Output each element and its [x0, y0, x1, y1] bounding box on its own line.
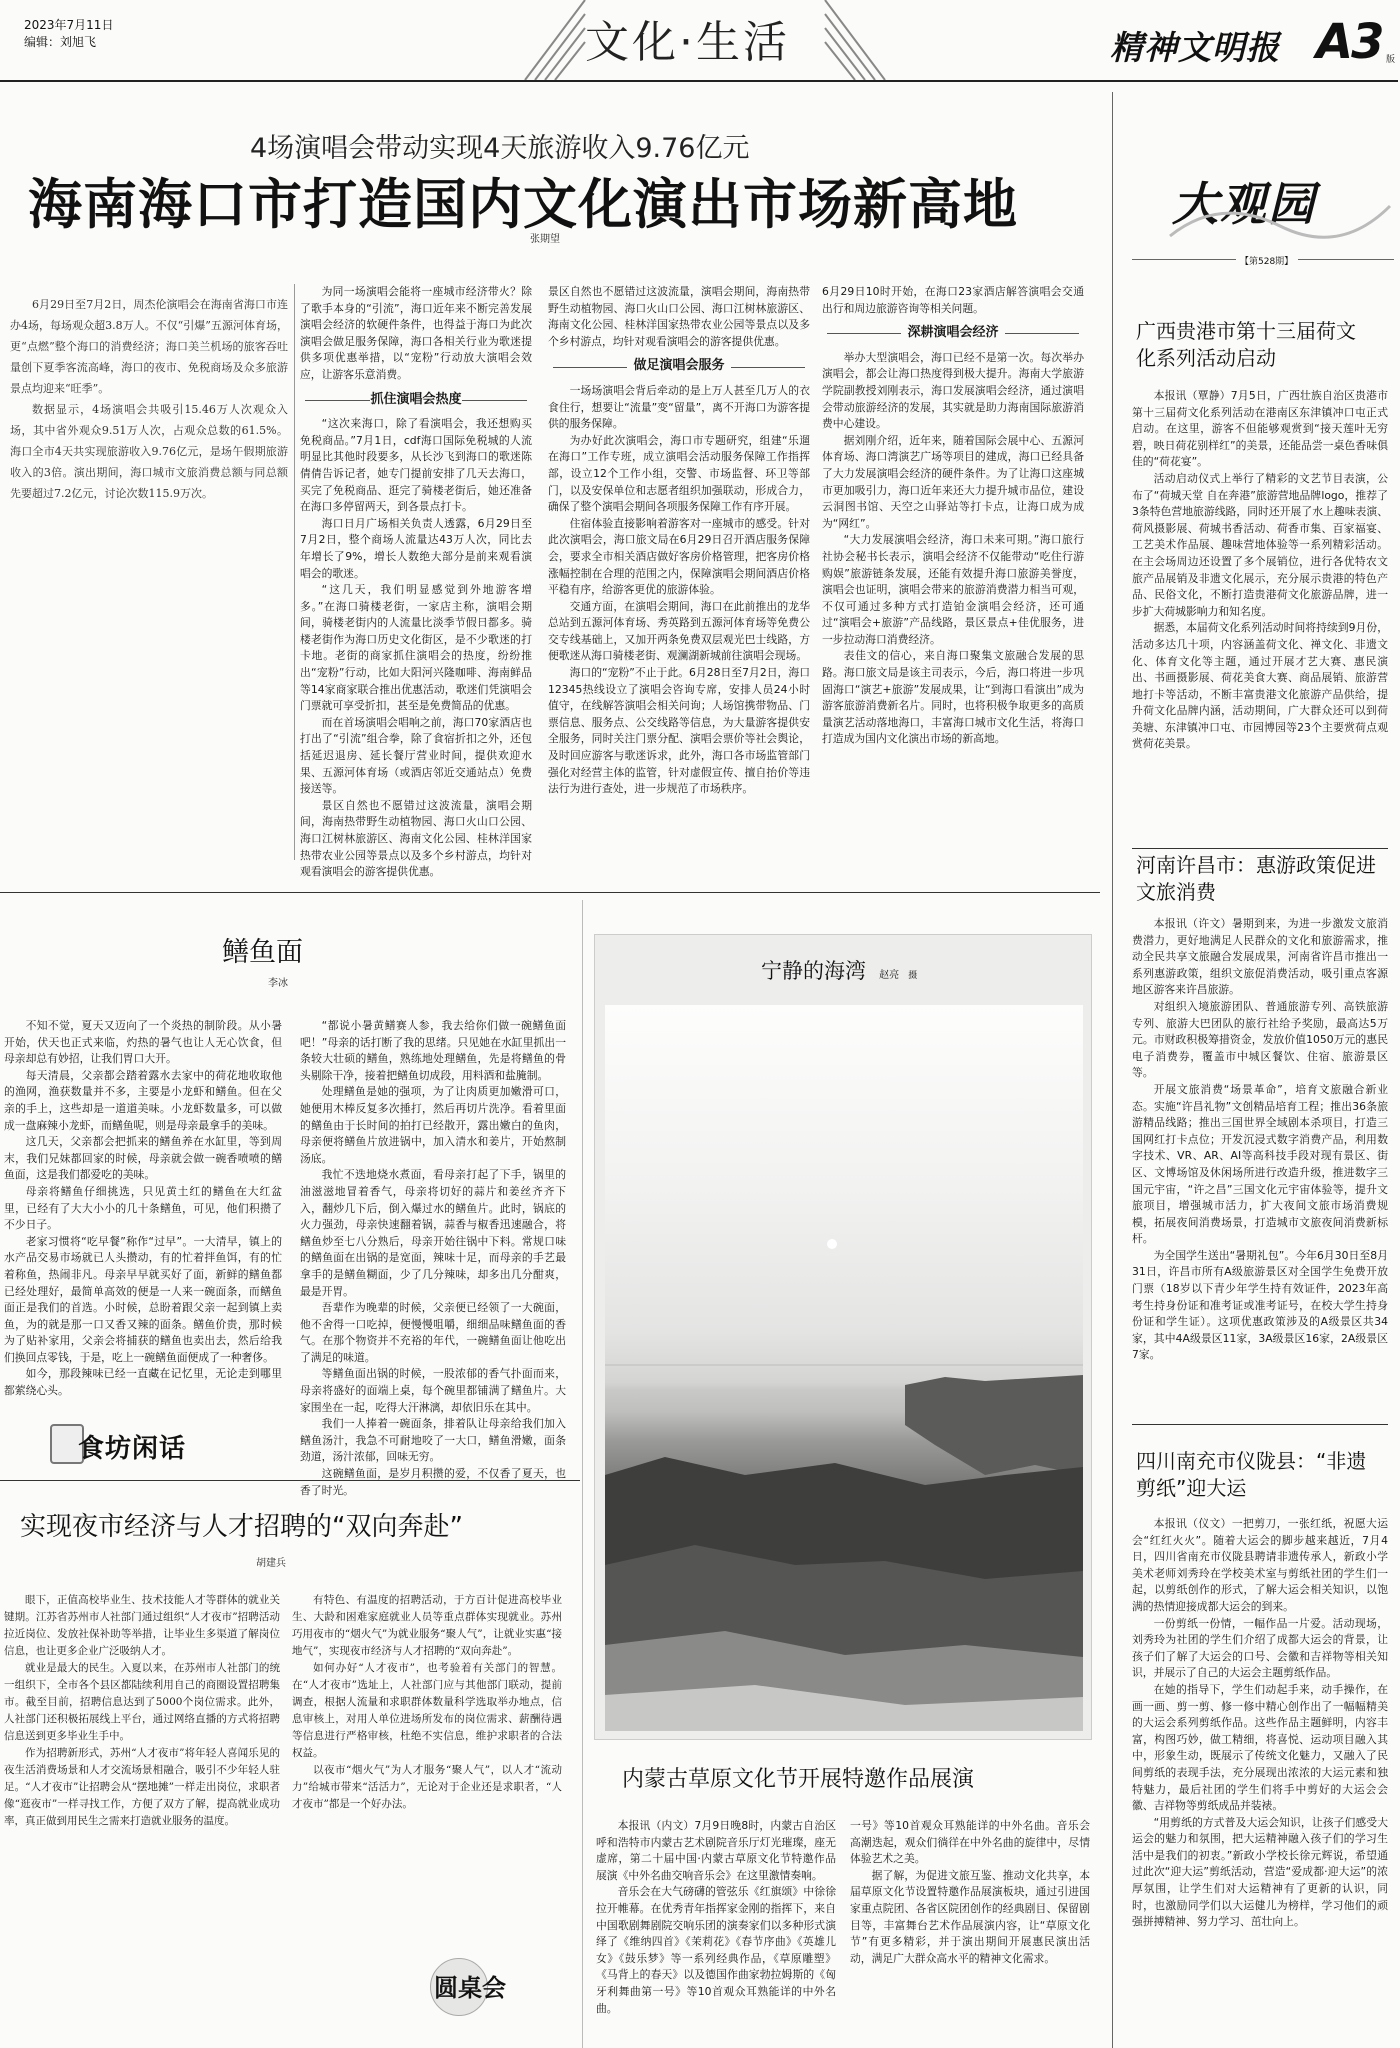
- sidebar-paragraph: 据悉，本届荷文化系列活动时间将持续到9月份，活动多达几十项，内容涵盖荷文化、禅文化、非遗文化、体育文化等主题，通过开展才艺大赛、惠民演出、书画摄影展、荷花美食大赛、商品展销、旅游营地打卡等活动，不断丰富贵港文化旅游产品供给，提升荷文化品牌内涵，活动期间，广大群众还可以到荷美塘、东津镇冲口屯、市园博园等23个主要赏荷点观赏荷花美景。: [1132, 621, 1388, 751]
- lead-paragraph: 举办大型演唱会，海口已经不是第一次。每次举办演唱会，都会让海口热度得到极大提升。海南大学旅游学院副教授刘刚表示，海口发展演唱会经济，通过演唱会带动旅游经济的发展，其实就是助力海南国际旅游消费中心建设。: [822, 350, 1084, 431]
- sidebar-issue-rule: [1132, 259, 1236, 260]
- festival-paragraph: 音乐会在大气磅礴的管弦乐《红旗颂》中徐徐拉开帷幕。在优秀青年指挥家金刚的指挥下，来自中国歌剧舞剧院交响乐团的演奏家们以多种形式演绎了《维纳四首》《茉莉花》《春节序曲》《英雄儿女》《鼓乐梦》等一系列经典作品，《草原雕塑》《马背上的春天》以及德国作曲家勃拉姆斯的《匈牙利舞曲第一号》等10首观众耳熟能详的中外名曲。: [596, 1885, 836, 2015]
- column-rule: [582, 900, 583, 2048]
- sidebar-paragraph: 开展文旅消费“场景革命”，培育文旅融合新业态。实施“许昌礼物”文创精品培育工程；推出36条旅游精品线路；推出三国世界全域剧本杀项目，打造三国网红打卡点位；开发沉浸式数字消费产品，利用数字技术、VR、AR、AI等高科技手段对现有景区、街区、文博场馆及休闲场所进行改造升级，推进数字三国元宇宙，“许之昌”三国文化元宇宙体验等，提升文旅项目，增强城市活力，扩大夜间文旅市场消费规模，拓展夜间消费场景，打造城市文旅夜间消费新标杆。: [1132, 1082, 1388, 1246]
- essay-title: 鳝鱼面: [222, 937, 303, 968]
- lead-paragraph: “大力发展演唱会经济，海口未来可期。”海口旅行社协会秘书长表示，演唱会经济不仅能带动“吃住行游购娱”旅游链条发展，还能有效提升海口旅游美誉度，演唱会也证明，演唱会带来的旅游消费潜力相当可观，不仅可通过多种方式打造铂金演唱会经济，还可通过“演唱会+旅游”产品线路，景区景点+佳优服务，进一步拉动海口消费经济。: [822, 533, 1084, 646]
- lead-subheading: 深耕演唱会经济: [822, 325, 1084, 342]
- commentary-column-1: [4, 1592, 280, 2040]
- lead-column-2: [548, 284, 810, 864]
- seascape-photo: [605, 1005, 1083, 1731]
- lead-paragraph: 景区自然也不愿错过这波流量，演唱会期间，海南热带野生动植物园、海口火山口公园、海口江树林旅游区、海南文化公园、桂林洋国家热带农业公园等景点以及多个乡村游点，均针对观看演唱会的游客提供优惠。: [548, 285, 810, 348]
- page-number: A3: [1316, 14, 1383, 70]
- section-title: 文化·生活: [585, 17, 790, 68]
- sidebar-paragraph: 为全国学生送出“暑期礼包”。今年6月30日至8月31日，许昌市所有A级旅游景区对全国学生免费开放门票（18岁以下青少年学生持有效证件，2023年高考生持身份证和准考证或准考证号，在校大学生持身份证和学生证）。这项优惠政策涉及的A级景区共34家，其中4A级景区11家，3A级景区16家，2A级景区7家。: [1132, 1248, 1388, 1362]
- essay-paragraph: 母亲将鳝鱼仔细挑选，只见黄土红的鳝鱼在大红盆里，已经有了大大小小的几十条鳝鱼，可见，他们积攒了不少日子。: [4, 1184, 282, 1232]
- sidebar-paragraph: 在她的指导下，学生们动起手来，动手操作，在画一画、剪一剪、修一修中精心创作出了一幅幅精美的大运会系列剪纸作品。这些作品主题鲜明，内容丰富，构图巧妙，做工精细，将喜悦、运动项目融入其中，形象生动，既展示了传统文化魅力，又融入了民间剪纸的表现手法，充分展现出浓浓的大运元素和独特魅力，最后社团的学生们将手中剪好的大运会会徽、吉祥物等剪纸成品并装裱。: [1132, 1682, 1388, 1813]
- sidebar-logo: 大观园: [1172, 177, 1316, 231]
- sidebar-article-title: 广西贵港市第十三届荷文化系列活动启动: [1136, 319, 1356, 370]
- essay-byline: 李冰: [268, 978, 288, 989]
- brush-stroke-icon: [1160, 176, 1400, 256]
- photo-caption: [761, 955, 917, 985]
- festival-column-1: [596, 1818, 836, 2042]
- photo-frame: [594, 934, 1092, 1740]
- essay-paragraph: 这几天，父亲都会把抓来的鳝鱼养在水缸里，等到周末，我们兄妹都回家的时候，母亲就会做一碗香喷喷的鳝鱼面，这是我们都爱吃的美味。: [4, 1135, 282, 1182]
- sidebar-paragraph: 本报讯（许文）暑期到来，为进一步激发文旅消费潜力，更好地满足人民群众的文化和旅游需求，推动全民共享文旅融合发展成果，河南省许昌市推出一系列惠游政策，组织文旅促消费活动，吸引重点客源地区游客来许昌旅游。: [1132, 917, 1388, 997]
- masthead-rule: [0, 80, 1398, 82]
- essay-paragraph: “都说小暑黄鳝赛人参，我去给你们做一碗鳝鱼面吧！”母亲的话打断了我的思绪。只见她在水缸里抓出一条较大壮硕的鳝鱼，熟练地处理鳝鱼，先是将鳝鱼的骨头剔除干净，接着把鳝鱼切成段，用料酒和盐腌制。: [300, 1019, 566, 1082]
- essay-paragraph: 不知不觉，夏天又迈向了一个炎热的制阶段。从小暑开始，伏天也正式来临，灼热的暑气也让人无心饮食，但母亲却总有妙招，让我们胃口大开。: [4, 1019, 282, 1066]
- page-suffix: 版: [1386, 55, 1396, 65]
- commentary-paragraph: 有特色、有温度的招聘活动，于方百计促进高校毕业生、大龄和困难家庭就业人员等重点群体实现就业。苏州巧用夜市的“烟火气”为就业服务“聚人气”，让就业实惠“接地气”，实现夜市经济与人才招聘的“双向奔赴”。: [292, 1594, 562, 1657]
- essay-paragraph: 吾辈作为晚辈的时候，父亲便已经领了一大碗面，他不舍得一口吃掉，便慢慢咀嚼，细细品味鳝鱼面的香气。在那个物资并不充裕的年代，一碗鳝鱼面让他吃出了满足的味道。: [300, 1301, 566, 1364]
- sidebar-paragraph: 一份剪纸一份情，一幅作品一片爱。活动现场，刘秀玲为社团的学生们介绍了成都大运会的背景，让孩子们了解了大运会的口号、会徽和吉祥物等相关知识，并展示了自己的大运会主题剪纸作品。: [1132, 1616, 1388, 1680]
- essay-paragraph: 每天清晨，父亲都会踏着露水去家中的荷花地收取他的渔网，渔获数量并不多，主要是小龙虾和鳝鱼。但在父亲的手上，这些却是一道道美味。小龙虾数量多，可以做成一盘麻辣小龙虾，而鳝鱼呢，则是母亲最拿手的美味。: [4, 1068, 282, 1132]
- sidebar-divider: [1132, 848, 1388, 849]
- sidebar-article-title: 四川南充市仪陇县：“非遗剪纸”迎大运: [1136, 1449, 1367, 1500]
- sidebar-article-body: [1132, 388, 1388, 840]
- masthead: [0, 0, 1398, 92]
- lead-paragraph: 住宿体验直接影响着游客对一座城市的感受。针对此次演唱会，海口旅文局在6月29日召开酒店服务保障会，要求全市相关酒店做好客房价格管理，把客房价格涨幅控制在合理的范围之内，保障演唱会期间酒店价格平稳有序，给游客更优的旅游体验。: [548, 516, 810, 597]
- lead-column-1: [300, 284, 532, 879]
- sidebar-issue-number: 【第528期】: [1240, 257, 1294, 267]
- essay-paragraph: 这碗鳝鱼面，是岁月积攒的爱，不仅香了夏天，也香了时光。: [300, 1467, 566, 1497]
- lead-paragraph: “这几天，我们明显感觉到外地游客增多。”在海口骑楼老街，一家店主称，演唱会期间，骑楼老街内的人流量比淡季节假日都多。骑楼老街作为海口历史文化街区，是不少歌迷的打卡地。老街的商家抓住演唱会的热度，纷纷推出“宠粉”行动，比如大阳河兴隆咖啡、海南鲜品等14家商家联合推出优惠活动，歌迷们凭演唱会门票就可享受折扣，甚至是免费简品的优惠。: [300, 583, 532, 713]
- lead-paragraph: 为同一场演唱会能将一座城市经济带火？除了歌手本身的“引流”，海口近年来不断完善发展演唱会经济的软硬件条件，也得益于海口为此次演唱会做足服务保障，海口各相关行业为歌迷提供多项优惠举措，以“宠粉”行动放大演唱会效应，让游客乐意消费。: [300, 285, 532, 381]
- essay-column-2: [300, 1018, 566, 1497]
- essay-paragraph: 我们一人捧着一碗面条，排着队让母亲给我们加入鳝鱼汤汁，我急不可耐地咬了一大口，鳝鱼滑嫩，面条劲道，汤汁浓郁，回味无穷。: [300, 1417, 566, 1464]
- photo-author: 赵亮: [879, 970, 900, 981]
- lead-paragraph: 交通方面，在演唱会期间，海口在此前推出的龙华总站到五源河体育场、秀英路到五源河体育场等免费公交专线基础上，又加开两条免费双层观光巴士线路，方便歌迷从海口骑楼老街、观澜湖新城前往演唱会现场。: [548, 599, 810, 663]
- sidebar-paragraph: 活动启动仪式上举行了精彩的文艺节目表演，公布了“荷城天堂 自在奔港”旅游营地品牌logo，推荐了3条特色营地旅游线路，同时还开展了水上趣味表演、荷风摄影展、荷城书香活动、荷香市集、百家福宴、工艺美术作品展、趣味营地体验等一系列精彩活动。在主会场周边还设置了多个展销位，进行各优特农文旅产品展销及非遗文化展示，充分展示贵港的特色产品、民俗文化，不断打造贵港荷文化旅游品牌，进一步扩大荷城影响力和知名度。: [1132, 471, 1388, 618]
- lead-column-3: [822, 284, 1084, 864]
- essay-paragraph: 老家习惯将“吃早餐”称作“过早”。一大清早，镇上的水产品交易市场就已人头攒动，有的忙着拌鱼饵，有的忙着称鱼，热闹非凡。母亲早早就买好了面，新鲜的鳝鱼都已经处理好，最简单高效的便是一人来一碗面条，而鳝鱼面正是我们的首选。小时候，总盼着跟父亲一起到镇上卖鱼，为的就是那一口又香又辣的面条。鳝鱼价贵，那时候为了贴补家用，父亲会将捕获的鳝鱼也卖出去，然后给我们换回点零钱，于是，吃上一碗鳝鱼面便成了一种奢侈。: [4, 1234, 282, 1364]
- festival-paragraph: 本报讯（内文）7月9日晚8时，内蒙古自治区呼和浩特市内蒙古艺术剧院音乐厅灯光璀璨，座无虚席，第二十届中国·内蒙古草原文化节特邀作品展演《中外名曲交响音乐会》在这里激情奏响。: [596, 1819, 836, 1882]
- sidebar-divider: [1132, 1424, 1388, 1425]
- food-column-label: [50, 1424, 230, 1468]
- section-banner-stripes-icon: [525, 0, 585, 80]
- sidebar-article-body: [1132, 916, 1388, 1406]
- lead-paragraph: 为办好此次演唱会，海口市专题研究，组建“乐遛在海口”工作专班，成立演唱会活动服务保障工作指挥部，设立12个工作小组，交警、市场监督、环卫等部门，以及安保单位和志愿者组织加强联动，形成合力，确保了整个演唱会期间各项服务保障工作有序开展。: [548, 433, 810, 514]
- photo-title: 宁静的海湾: [761, 959, 866, 983]
- lead-paragraph: 景区自然也不愿错过这波流量，演唱会期间，海南热带野生动植物园、海口火山口公园、海口江树林旅游区、海南文化公园、桂林洋国家热带农业公园等景点以及多个乡村游点，均针对观看演唱会的游客提供优惠。: [300, 798, 532, 879]
- festival-column-2: [850, 1818, 1090, 2042]
- sidebar-paragraph: “用剪纸的方式普及大运会知识，让孩子们感受大运会的魅力和氛围，把大运精神融入孩子们的学习生活中是我们的初衷。”新政小学校长徐元辉说，希望通过此次“迎大运”剪纸活动，营造“爱成都·迎大运”的浓厚氛围，让学生们对大运精神有了更新的认识，同时，也激励同学们以大运健儿为榜样，学习他们的顽强拼搏精神、努力学习、茁壮向上。: [1132, 1815, 1388, 1929]
- lead-paragraph: 表佳文的信心，来自海口聚集文旅融合发展的思路。海口旅文局是该主司表示，今后，海口将进一步巩固海口“演艺+旅游”发展成果，让“到海口看演出”成为游客旅游消费新名片。同时，也将积极争取更多的高质量演艺活动落地海口，丰富海口城市文化生活，将海口打造成为国内文化演出市场的新高地。: [822, 649, 1084, 746]
- sidebar-rule: [1112, 92, 1113, 2048]
- festival-title: 内蒙古草原文化节开展特邀作品展演: [622, 1767, 975, 1792]
- roundtable-title: 圆桌会: [434, 1973, 506, 2002]
- sidebar-paragraph: 本报讯（仪文）一把剪刀，一张红纸，祝愿大运会“红红火火”。随着大运会的脚步越来越近，7月4日，四川省南充市仪陇县聘请非遗传承人，新政小学美术老师刘秀玲在学校美术室与剪纸社团的学生们一起，以剪纸创作的形式，了解大运会相关知识，以饱满的热情迎接成都大运会的到来。: [1132, 1517, 1388, 1613]
- sidebar-article-body: [1132, 1516, 1388, 2040]
- food-column-title: 食坊闲话: [78, 1434, 187, 1464]
- essay-column-1: [4, 1018, 282, 1398]
- lead-paragraph: 海口的“宠粉”不止于此。6月28日至7月2日，海口12345热线设立了演唱会咨询专席，安排人员24小时值守，在线解答演唱会相关问询；人场馆携带物品、门票信息、服务点、公交线路等信息，为大量游客提供安全服务，同时关注门票分配、演唱会票价等社会舆论，及时回应游客与歌迷诉求，此外，海口各市场监管部门强化对经营主体的监管，针对虚假宣传、擅自抬价等违法行为进行查处，进一步规范了市场秩序。: [548, 666, 810, 796]
- section-rule: [0, 1480, 580, 1481]
- sidebar-issue-rule: [1298, 259, 1394, 260]
- sidebar-paragraph: 本报讯（覃静）7月5日，广西壮族自治区贵港市第十三届荷文化系列活动在港南区东津镇冲口屯正式启动。在这里，游客不但能够观赏到“接天莲叶无穷碧，映日荷花别样红”的美景，还能品尝一桌色香味俱佳的“荷花宴”。: [1132, 389, 1388, 469]
- commentary-byline: 胡建兵: [256, 1558, 286, 1569]
- commentary-paragraph: 如何办好“人才夜市”，也考验着有关部门的智慧。在“人才夜市”选址上，人社部门应与其他部门联动，提前调查，根据人流量和求职群体数量科学选取举办地点，信息审核上，对用人单位进场所发布的岗位需求、薪酬待遇等信息进行严格审核，杜绝不实信息，维护求职者的合法权益。: [292, 1662, 562, 1759]
- lead-byline: 张期望: [530, 234, 560, 245]
- lead-subheading: 抓住演唱会热度: [300, 392, 532, 409]
- photo-author-suffix: 摄: [908, 971, 918, 981]
- lead-intro-para: 数据显示，4场演唱会共吸引15.46万人次观众入场，其中省外观众9.51万人次，占观众总数的61.5%。海口全市4天共实现旅游收入9.76亿元，是场午假期旅游收入的3倍。演出期间，海口城市文旅消费总额与同总额先要超过7.2亿元，讨论次数115.9万次。: [10, 403, 288, 500]
- sidebar-paragraph: 对组织入境旅游团队、普通旅游专列、高铁旅游专列、旅游大巴团队的旅行社给予奖励，最高达5万元。市财政积极筹措资金，发放价值1050万元的惠民电子消费券，覆盖市中城区餐饮、住宿、旅游景区等。: [1132, 999, 1388, 1080]
- commentary-paragraph: 眼下，正值高校毕业生、技术技能人才等群体的就业关键期。江苏省苏州市人社部门通过组织“人才夜市”招聘活动拉近岗位、发放社保补助等举措，让毕业生多渠道了解岗位信息，也让更多企业广泛吸纳人才。: [4, 1594, 280, 1657]
- lead-paragraph: 一场场演唱会背后牵动的是上万人甚至几万人的衣食住行，想要让“流量”变“留量”，离不开海口为游客提供的服务保障。: [548, 383, 810, 431]
- lead-headline: 海南海口市打造国内文化演出市场新高地: [28, 173, 1018, 236]
- section-rule: [0, 892, 1100, 893]
- lead-intro-para: 6月29日至7月2日，周杰伦演唱会在海南省海口市连办4场，每场观众超3.8万人。不仅“引爆”五源河体育场，更“点燃”整个海口的消费经济；海口美兰机场的旅客吞吐量创下夏季客流高峰，海口的夜市、免税商场及众多旅游景点均迎来“旺季”。: [10, 298, 288, 395]
- column-rule: [294, 284, 295, 860]
- lead-subheading: 做足演唱会服务: [548, 358, 810, 375]
- essay-paragraph: 如今，那段辣味已经一直藏在记忆里，无论走到哪里都萦绕心头。: [4, 1367, 282, 1398]
- commentary-paragraph: 就业是最大的民生。入夏以来，在苏州市人社部门的统一组织下，全市各个县区都陆续利用自己的商圈设置招聘集市。截至目前，招聘信息达到了5000个岗位需求。此外，人社部门还积极拓展线上平台，通过网络直播的方式将招聘信息送到更多毕业生手中。: [4, 1662, 280, 1742]
- section-banner-stripes-icon: [825, 0, 885, 80]
- sidebar-article-title: 河南许昌市：惠游政策促进文旅消费: [1136, 853, 1376, 904]
- essay-paragraph: 我忙不迭地烧水煮面，看母亲打起了下手，锅里的油滋滋地冒着香气，母亲将切好的蒜片和姜丝齐齐下入，翻炒几下后，倒入爆过水的鳝鱼片。此时，锅底的火力强劲，母亲快速翻着锅，蒜香与椒香迅速融合，将鳝鱼炒至七八分熟后，母亲开始往锅中下料。常规口味的鳝鱼面在出锅的是宽面，辣味十足，而母亲的手艺最拿手的是鳝鱼糊面，少了几分辣味，却多出几分酣爽，最是开胃。: [300, 1168, 566, 1298]
- editor-credit: 编辑：刘旭飞: [24, 35, 97, 49]
- rocky-shore-shape: [605, 1005, 1083, 1731]
- essay-paragraph: 处理鳝鱼是她的强项，为了让肉质更加嫩滑可口，她便用木棒反复多次捶打，然后再切片洗净。看着里面的鳝鱼由于长时间的拍打已经散开，露出嫩白的鱼肉，母亲便将鳝鱼片放进锅中，加入清水和姜片，开始熬制汤底。: [300, 1085, 566, 1165]
- lead-intro: [10, 294, 288, 660]
- issue-date: 2023年7月11日: [24, 18, 114, 32]
- lead-paragraph: 6月29日10时开始，在海口23家酒店解答演唱会交通出行和周边旅游咨询等相关问题。: [822, 285, 1084, 315]
- lead-paragraph: 据刘刚介绍，近年来，随着国际会展中心、五源河体育场、海口湾演艺广场等项目的建成，海口已经具备了大力发展演唱会经济的硬件条件。为了让海口这座城市更加吸引力，海口近年来还大力提升城市品位，建设云洞图书馆、天空之山驿站等打卡点，让海口成为成为“网红”。: [822, 433, 1084, 530]
- lead-paragraph: 海口日月广场相关负责人透露，6月29日至7月2日，整个商场人流量达43万人次，同比去年增长了9%，增长人数绝大部分是前来观看演唱会的歌迷。: [300, 516, 532, 580]
- festival-paragraph: 据了解，为促进文旅互鉴、推动文化共享，本届草原文化节设置特邀作品展演板块，通过引进国家重点院团、各省区院团创作的经典剧目、保留剧目等，丰富舞台艺术作品展演内容，让“草原文化节”有更多精彩，并于演出期间开展惠民演出活动，满足广大群众高水平的精神文化需求。: [850, 1868, 1090, 1965]
- lead-paragraph: “这次来海口，除了看演唱会，我还想购买免税商品。”7月1日，cdf海口国际免税城的人流明显比其他时段要多，从长沙飞到海口的歌迷陈倩倩告诉记者，她专门提前安排了几天去海口，买完了免税商品、逛完了骑楼老街后，她还准备在海口多停留两天，到各景点打卡。: [300, 417, 532, 514]
- commentary-title: 实现夜市经济与人才招聘的“双向奔赴”: [20, 1512, 463, 1542]
- commentary-paragraph: 以夜市“烟火气”为人才服务“聚人气”，以人才“流动力”给城市带来“活活力”，无论对于企业还是求职者，“人才夜市”都是一个好办法。: [292, 1764, 562, 1810]
- festival-paragraph: 一号》等10首观众耳熟能详的中外名曲。音乐会高潮迭起，观众们徜徉在中外名曲的旋律中，尽情体验艺术之美。: [850, 1819, 1090, 1866]
- newspaper-name: 精神文明报: [1110, 28, 1280, 67]
- essay-paragraph: 等鳝鱼面出锅的时候，一股浓郁的香气扑面而来，母亲将盛好的面端上桌，每个碗里都铺满了鳝鱼片。大家围坐在一起，吃得大汗淋漓，却依旧乐在其中。: [300, 1367, 566, 1414]
- lead-subtitle: 4场演唱会带动实现4天旅游收入9.76亿元: [250, 133, 750, 164]
- commentary-paragraph: 作为招聘新形式，苏州“人才夜市”将年轻人喜闻乐见的夜生活消费场景和人才交流场景相融合，吸引不少年轻人驻足。“人才夜市”让招聘会从“摆地摊”一样走出岗位，求职者像“逛夜市”一样寻找工作，方便了双方了解，提高就业成功率，真正做到用民生之需来打造就业服务的温度。: [4, 1747, 280, 1827]
- roundtable-column-label: [430, 1952, 550, 2020]
- lead-paragraph: 而在首场演唱会唱响之前，海口70家酒店也打出了“引流”组合拳，除了食宿折扣之外，还包括延迟退房、延长餐厅营业时间，提供欢迎水果、五源河体育场（或酒店邻近交通站点）免费接送等。: [300, 715, 532, 796]
